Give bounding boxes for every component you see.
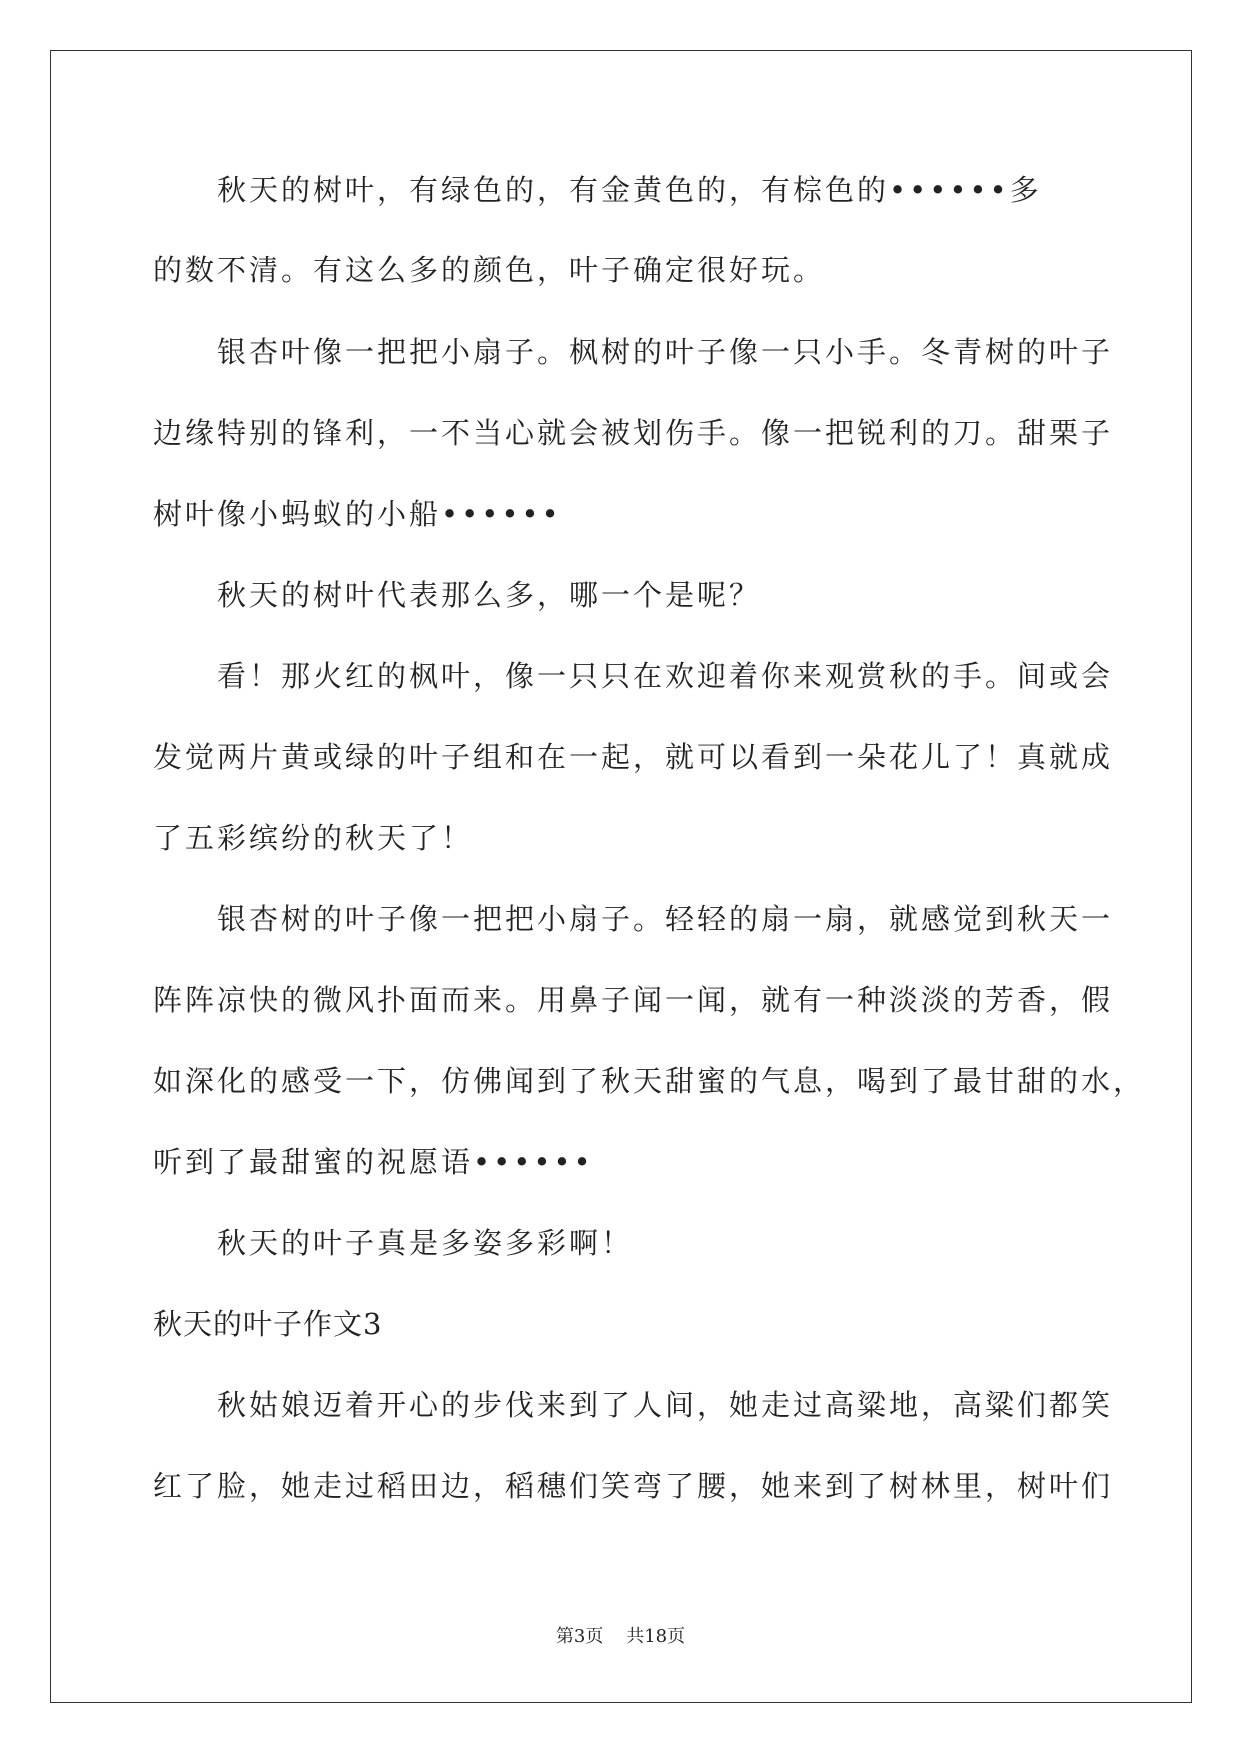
section-heading: 秋天的叶子作文3 (153, 1307, 383, 1341)
paragraph-line: 了五彩缤纷的秋天了！ (153, 821, 474, 855)
paragraph-line: 如深化的感受一下，仿佛闻到了秋天甜蜜的气息，喝到了最甘甜的水， (153, 1064, 1146, 1098)
page-border (50, 50, 1192, 1703)
paragraph-line: 秋天的树叶，有绿色的，有金黄色的，有棕色的••••••多 (217, 173, 1042, 207)
paragraph-line: 秋姑娘迈着开心的步伐来到了人间，她走过高粱地，高粱们都笑 (217, 1388, 1114, 1422)
paragraph-line: 银杏叶像一把把小扇子。枫树的叶子像一只小手。冬青树的叶子 (217, 335, 1114, 369)
page-total: 共18页 (626, 1626, 686, 1647)
page-footer (0, 1625, 1241, 1649)
paragraph-line: 的数不清。有这么多的颜色，叶子确定很好玩。 (153, 253, 826, 287)
paragraph-line: 阵阵凉快的微风扑面而来。用鼻子闻一闻，就有一种淡淡的芳香，假 (153, 983, 1114, 1017)
paragraph-line: 看！那火红的枫叶，像一只只在欢迎着你来观赏秋的手。间或会 (217, 659, 1114, 693)
paragraph-line: 秋天的树叶代表那么多，哪一个是呢？ (217, 578, 762, 612)
paragraph-line: 听到了最甜蜜的祝愿语•••••• (153, 1145, 594, 1179)
paragraph-line: 秋天的叶子真是多姿多彩啊！ (217, 1226, 634, 1260)
paragraph-line: 发觉两片黄或绿的叶子组和在一起，就可以看到一朵花儿了！真就成 (153, 740, 1114, 774)
paragraph-line: 银杏树的叶子像一把把小扇子。轻轻的扇一扇，就感觉到秋天一 (217, 902, 1114, 936)
paragraph-line: 边缘特别的锋利，一不当心就会被划伤手。像一把锐利的刀。甜栗子 (153, 416, 1114, 450)
paragraph-line: 红了脸，她走过稻田边，稻穗们笑弯了腰，她来到了树林里，树叶们 (153, 1469, 1114, 1503)
page-number: 第3页 (555, 1626, 604, 1647)
paragraph-line: 树叶像小蚂蚁的小船•••••• (153, 497, 562, 531)
